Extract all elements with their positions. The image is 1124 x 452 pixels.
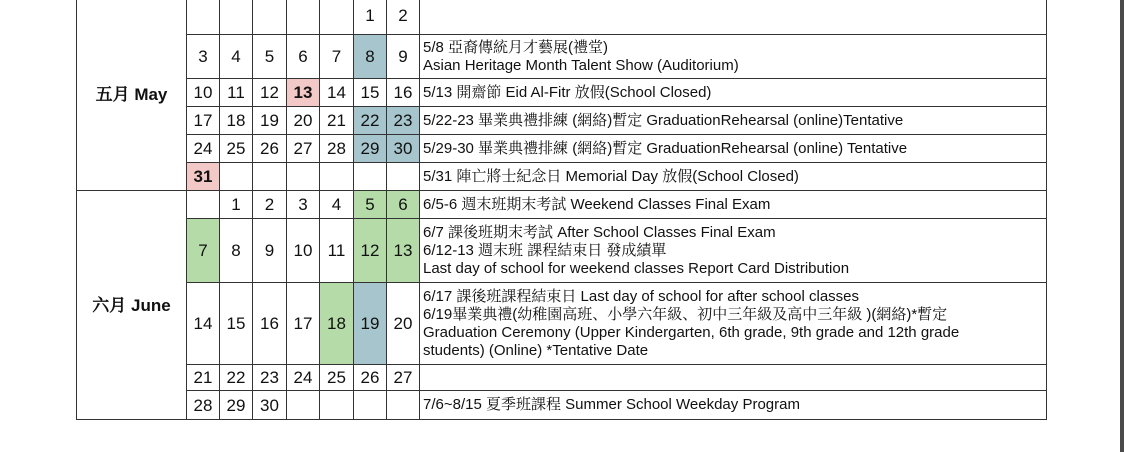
day-cell: 4	[320, 191, 354, 219]
event-text: 5/13 開齋節 Eid Al-Fitr 放假(School Closed)	[423, 83, 712, 101]
event-text: 6/17 課後班課程結束日 Last day of school for after school classes	[423, 287, 860, 305]
day-cell	[320, 0, 354, 35]
event-cell	[420, 107, 1047, 135]
day-cell: 14	[187, 283, 220, 365]
day-cell: 10	[187, 79, 220, 107]
day-cell-highlight-blue: 22	[354, 107, 387, 135]
day-cell: 27	[387, 365, 420, 391]
event-text: Last day of school for weekend classes Report Card Distribution	[423, 259, 850, 277]
table-row	[77, 163, 1047, 191]
day-cell: 16	[253, 283, 287, 365]
day-cell: 14	[320, 79, 354, 107]
day-cell: 3	[287, 191, 320, 219]
event-text: 7/6~8/15 夏季班課程 Summer School Weekday Program	[423, 396, 800, 413]
day-cell	[320, 391, 354, 420]
day-cell: 20	[287, 107, 320, 135]
day-cell	[287, 163, 320, 191]
table-row	[77, 391, 1047, 420]
day-cell: 3	[187, 35, 220, 79]
day-cell: 24	[287, 365, 320, 391]
event-cell	[420, 163, 1047, 191]
event-text: 5/29-30 畢業典禮排練 (網絡)暫定 GraduationRehearsal (online) Tentative	[423, 139, 908, 157]
day-cell: 11	[220, 79, 253, 107]
day-cell	[354, 391, 387, 420]
day-cell-highlight-green: 6	[387, 191, 420, 219]
event-cell	[420, 391, 1047, 420]
day-cell: 2	[253, 191, 287, 219]
event-text: students) (Online) *Tentative Date	[423, 341, 649, 359]
day-cell: 8	[220, 219, 253, 283]
day-cell-highlight-pink: 13	[287, 79, 320, 107]
day-cell-highlight-pink: 31	[187, 163, 220, 191]
day-cell	[320, 163, 354, 191]
day-cell	[354, 163, 387, 191]
event-cell	[420, 0, 1047, 35]
table-row	[77, 0, 1047, 35]
day-cell: 7	[320, 35, 354, 79]
day-cell	[387, 163, 420, 191]
event-text: 6/5-6 週末班期末考試 Weekend Classes Final Exam	[423, 195, 771, 213]
day-cell-highlight-green: 5	[354, 191, 387, 219]
day-cell	[287, 0, 320, 35]
day-cell: 24	[187, 135, 220, 163]
day-cell: 27	[287, 135, 320, 163]
day-cell: 19	[253, 107, 287, 135]
day-cell: 11	[320, 219, 354, 283]
day-cell-highlight-green: 12	[354, 219, 387, 283]
day-cell: 20	[387, 283, 420, 365]
day-cell: 1	[354, 0, 387, 35]
day-cell: 16	[387, 79, 420, 107]
event-cell	[420, 365, 1047, 391]
day-cell: 25	[320, 365, 354, 391]
event-text: 5/22-23 畢業典禮排練 (網絡)暫定 GraduationRehearsal (online)Tentative	[423, 111, 904, 129]
viewer-scroll-edge	[1120, 0, 1124, 452]
day-cell: 26	[253, 135, 287, 163]
day-cell: 2	[387, 0, 420, 35]
day-cell-highlight-blue: 19	[354, 283, 387, 365]
day-cell: 5	[253, 35, 287, 79]
day-cell	[220, 163, 253, 191]
event-cell	[420, 283, 1047, 365]
day-cell	[287, 391, 320, 420]
day-cell: 18	[220, 107, 253, 135]
table-row	[77, 191, 1047, 219]
day-cell-highlight-blue: 23	[387, 107, 420, 135]
day-cell	[187, 191, 220, 219]
event-text: 6/19畢業典禮(幼稚園高班、小學六年級、初中三年級及高中三年級 )(網絡)*暫定	[423, 305, 948, 323]
table-row	[77, 219, 1047, 283]
day-cell: 21	[187, 365, 220, 391]
event-cell	[420, 219, 1047, 283]
day-cell-highlight-blue: 8	[354, 35, 387, 79]
day-cell: 10	[287, 219, 320, 283]
event-text: 6/7 課後班期末考試 After School Classes Final Exam	[423, 223, 776, 241]
day-cell: 15	[354, 79, 387, 107]
day-cell-highlight-green: 18	[320, 283, 354, 365]
day-cell: 12	[253, 79, 287, 107]
event-cell	[420, 79, 1047, 107]
table-row	[77, 135, 1047, 163]
day-cell: 26	[354, 365, 387, 391]
day-cell	[220, 0, 253, 35]
event-cell	[420, 135, 1047, 163]
day-cell: 4	[220, 35, 253, 79]
table-row	[77, 107, 1047, 135]
event-cell	[420, 191, 1047, 219]
day-cell	[387, 391, 420, 420]
day-cell: 21	[320, 107, 354, 135]
day-cell: 17	[187, 107, 220, 135]
day-cell: 17	[287, 283, 320, 365]
day-cell: 29	[220, 391, 253, 420]
day-cell: 6	[287, 35, 320, 79]
day-cell: 15	[220, 283, 253, 365]
event-text: Graduation Ceremony (Upper Kindergarten, 6th grade, 9th grade and 12th grade	[423, 323, 960, 341]
day-cell: 9	[387, 35, 420, 79]
table-row	[77, 35, 1047, 79]
day-cell-highlight-green: 7	[187, 219, 220, 283]
month-label-may: 五月 May	[77, 0, 187, 191]
day-cell	[187, 0, 220, 35]
day-cell: 28	[320, 135, 354, 163]
day-cell-highlight-blue: 29	[354, 135, 387, 163]
school-calendar-table	[76, 0, 1047, 420]
day-cell: 23	[253, 365, 287, 391]
day-cell: 1	[220, 191, 253, 219]
table-row	[77, 365, 1047, 391]
day-cell: 30	[253, 391, 287, 420]
event-text: 5/31 陣亡將士紀念日 Memorial Day 放假(School Closed)	[423, 167, 799, 185]
event-cell	[420, 35, 1047, 79]
day-cell: 22	[220, 365, 253, 391]
table-row	[77, 79, 1047, 107]
event-text: Asian Heritage Month Talent Show (Auditorium)	[423, 56, 739, 74]
event-text: 5/8 亞裔傳統月才藝展(禮堂)	[423, 38, 609, 56]
month-label-june: 六月 June	[77, 191, 187, 420]
day-cell: 28	[187, 391, 220, 420]
day-cell: 25	[220, 135, 253, 163]
day-cell	[253, 0, 287, 35]
table-row	[77, 283, 1047, 365]
event-text: 6/12-13 週末班 課程結束日 發成績單	[423, 241, 667, 259]
day-cell-highlight-green: 13	[387, 219, 420, 283]
day-cell-highlight-blue: 30	[387, 135, 420, 163]
day-cell: 9	[253, 219, 287, 283]
day-cell	[253, 163, 287, 191]
